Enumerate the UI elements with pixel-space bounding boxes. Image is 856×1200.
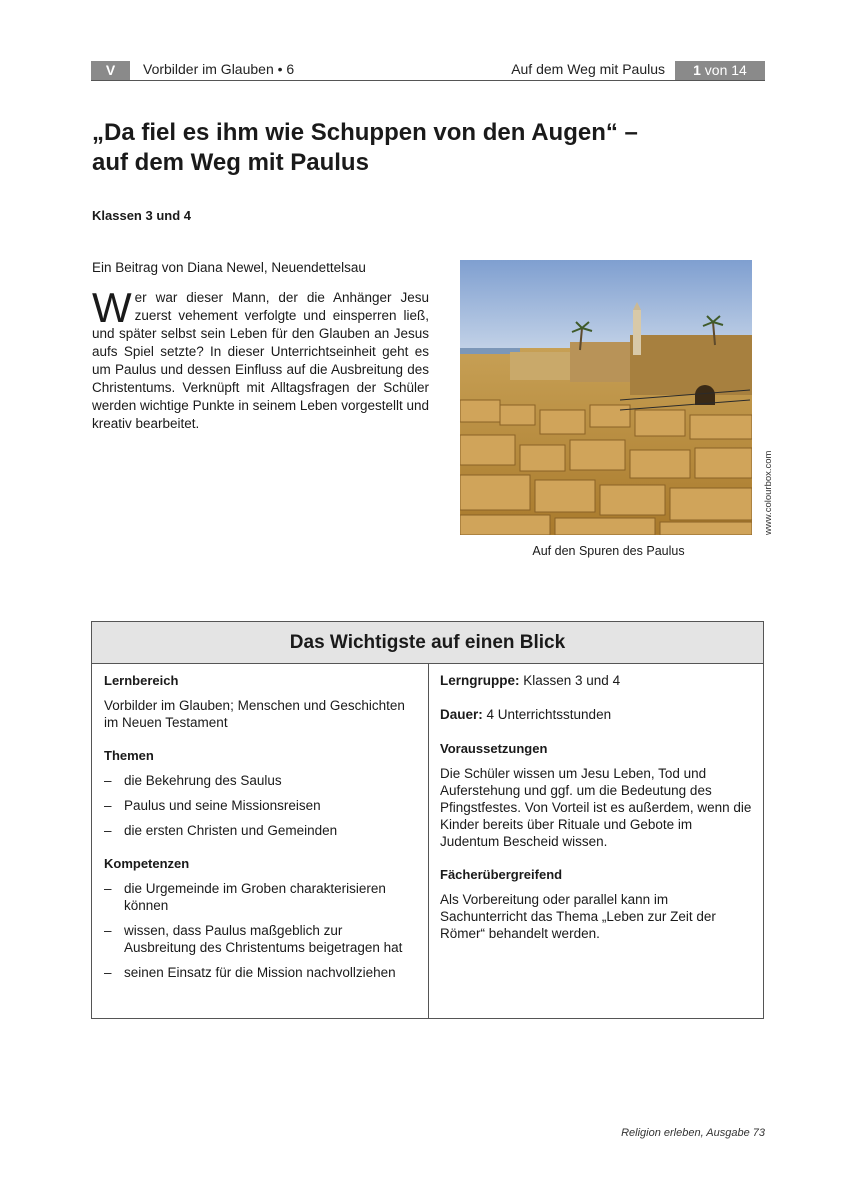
summary-heading: Das Wichtigste auf einen Blick (92, 622, 763, 664)
kompetenzen-heading: Kompetenzen (104, 856, 190, 871)
list-item: – die Bekehrung des Saulus (104, 772, 414, 789)
footer-publication: Religion erleben, Ausgabe 73 (621, 1127, 765, 1139)
photo-credit: www.colourbox.com (763, 450, 774, 535)
faecher-heading: Fächerübergreifend (440, 867, 563, 882)
page-current: 1 (693, 62, 701, 78)
dauer-label: Dauer: (440, 707, 483, 722)
grade-level: Klassen 3 und 4 (92, 208, 191, 223)
summary-right-column (440, 672, 755, 958)
intro-text: er war dieser Mann, der die Anhänger Jesu zuerst vehement verfolgte und einsperren ließ, und später selbst sein Leben für den Glauben an Jesus aufs Spiel setzte? In dieser Unterrichtseinheit geht es um Paulus und dessen Einfluss auf die Ausbreitung des Christentums. Verknüpft mit Alltagsfragen der Schüler werden wichtige Punkte in seinem Leben vorgestellt und kreativ bearbeitet. (92, 290, 429, 431)
lerngruppe (440, 672, 755, 689)
voraussetzungen-text: Die Schüler wissen um Jesu Leben, Tod und Auferstehung und ggf. um die Bedeutung des Pfingstfestes. Von Vorteil ist es außerdem, wenn die Kinder bereits über Rituale und Gebote im Judentum Bescheid wissen. (440, 766, 752, 849)
lerngruppe-label: Lerngruppe: (440, 673, 520, 688)
summary-box (91, 621, 764, 1019)
list-item: – die ersten Christen und Gemeinden (104, 822, 414, 839)
lernbereich-text: Vorbilder im Glauben; Menschen und Geschichten im Neuen Testament (104, 698, 405, 730)
list-item: – seinen Einsatz für die Mission nachvollziehen (104, 964, 414, 981)
lernbereich-heading: Lernbereich (104, 673, 179, 688)
intro-paragraph (92, 284, 429, 433)
page-title (92, 118, 772, 178)
lerngruppe-value: Klassen 3 und 4 (519, 673, 621, 688)
series-label: Vorbilder im Glauben • 6 (143, 61, 295, 77)
photo-caption: Auf den Spuren des Paulus (532, 544, 685, 558)
summary-left-column (104, 672, 414, 997)
column-divider (428, 663, 429, 1018)
dauer-value: 4 Unterrichtsstunden (482, 707, 612, 722)
section-badge: V (91, 61, 130, 80)
page-total: von 14 (700, 62, 747, 78)
dauer (440, 706, 755, 723)
drop-cap: W (92, 284, 132, 331)
kompetenzen-list (104, 880, 414, 981)
author-line: Ein Beitrag von Diana Newel, Neuendettelsau (92, 260, 366, 275)
voraussetzungen-heading: Voraussetzungen (440, 741, 548, 756)
title-line-1: „Da fiel es ihm wie Schuppen von den Augen“ – (92, 119, 638, 146)
list-item: – die Urgemeinde im Groben charakterisieren können (104, 880, 414, 914)
faecher-text: Als Vorbereitung oder parallel kann im Sachunterricht das Thema „Leben zur Zeit der Römer“ behandelt werden. (440, 892, 716, 941)
themen-list (104, 772, 414, 839)
page-indicator (675, 61, 765, 80)
themen-heading: Themen (104, 748, 154, 763)
list-item: – Paulus und seine Missionsreisen (104, 797, 414, 814)
topic-label: Auf dem Weg mit Paulus (511, 61, 665, 77)
page-header (91, 61, 765, 81)
title-line-2: auf dem Weg mit Paulus (92, 149, 369, 176)
ruins-photo (460, 260, 752, 535)
list-item: – wissen, dass Paulus maßgeblich zur Ausbreitung des Christentums beigetragen hat (104, 922, 414, 956)
